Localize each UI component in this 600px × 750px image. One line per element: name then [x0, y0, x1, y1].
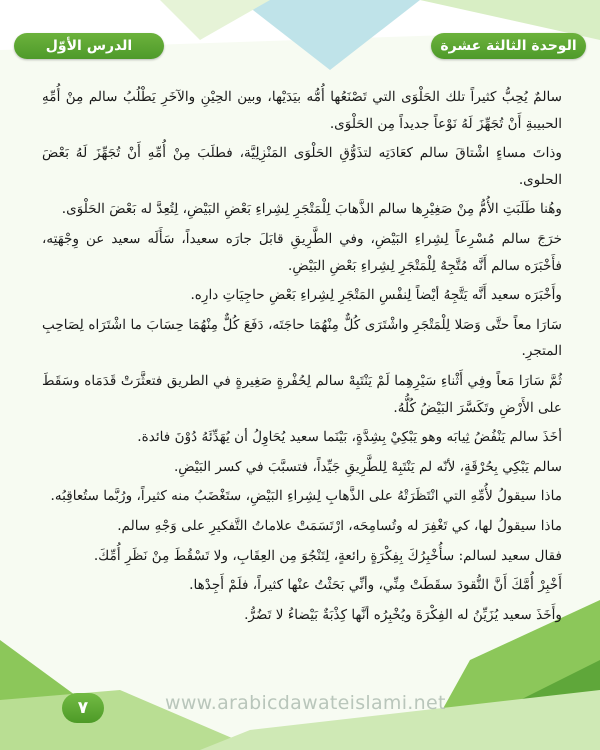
page-number-badge: ٧ — [62, 693, 104, 723]
paragraph: وأَخْبَرَه سعيد أَنَّه يَتَّجِهُ أيْضاً لِنفْسِ المَتْجَرِ لِشِراءِ بَعْضِ حاجِيَاتِ دارِه. — [190, 287, 562, 304]
paragraph: أَخْبِرْ أُمَّكَ أَنَّ النُّقودَ سقَطَتْ مِنِّي، وأنِّي بَحَثْتُ عنْها كثيراً، فلَمْ أَجِدْها. — [189, 577, 562, 594]
paragraph: ثُمَّ سَارَا مَعاً وفِي أَثْناءِ سَيْرِهِما لَمْ يَنْتَبِهْ سالم لِحُفْرةٍ صَغِيرةٍ في الطريق فتعثَّرَتْ قَدَمَاه وسَقَطَ على الأَرْضِ وتَكَسَّرَ البَيْضُ كُلُّهُ. — [42, 372, 562, 416]
paragraph: سَارَا معاً حتَّى وَصَلا لِلْمَتْجَرِ واشْتَرَى كُلٌّ مِنْهُمَا حاجَتَه، دَفَعَ كُلٌّ مِنْهُمَا حِسَابَ ما اشْتَرَاه لِصَاحِبِ المتجرِ. — [42, 316, 562, 360]
paragraph: وذاتَ مساءٍ اشْتاقَ سالم كعَادَتِه لتذَوُّقِ الحَلْوَى المَنْزِلِيَّة، فطلَبَ مِنْ أُمِّهِ أَنْ تُجَهِّزَ لَهُ بَعْضَ الحلوى. — [42, 145, 562, 188]
paragraph: ماذا سيقولُ لها، كي تَغْفِرَ له وتُسامِحَه، ارْتَسَمَتْ علاماتُ التَّفكيرِ على وَجْهِ سالم. — [117, 517, 562, 534]
paragraph: وأَخَذَ سعيد يُزَيِّنُ له الفِكْرَةَ ويُخْبِرُه أنَّها كِذْبَةٌ بَيْضاءُ لا تَضُرُّ. — [244, 606, 562, 623]
unit-title-badge: الوحدة الثالثة عشرة — [431, 33, 586, 59]
paragraph: خرَجَ سالم مُسْرِعاً لِشِراءِ البَيْضِ، وفي الطَّرِيقِ قابَلَ جارَه سعيداً، سَأَلَه سعيد عن وِجْهَتِه، فأَخْبَرَه سالم أَنَّه مُتَّجِهٌ لِلْمَتْجَرِ لِشِراءِ بَعْضِ البَيْضِ. — [42, 230, 562, 274]
story-text — [42, 84, 562, 674]
paragraph: سالم يَبْكِي بِحُرْقَةٍ، لأنّه لم يَنْتَبِهْ لِلطَّرِيقِ جَيِّداً، فتسبَّبَ في كسر البَيْضِ. — [173, 458, 562, 475]
website-url: www.arabicdawateislami.net — [165, 692, 446, 714]
lesson-title-badge: الدرس الأوّل — [14, 33, 164, 59]
paragraph: فقال سعيد لسالم: سأُخْبِرُكَ بِفِكْرَةٍ رائعةٍ، لِتَنْجُوَ مِن العِقَابِ، ولا تَسْقُطَ مِنْ نَظَرِ أُمِّكَ. — [93, 547, 562, 564]
paragraph: أخَذَ سالم يَنْفُضُ ثِيابَه وهو يَبْكِيْ بِشِدَّةٍ، بَيْنَما سعيد يُحَاوِلُ أن يُهَدِّئَهُ دُوْنَ فائدة. — [137, 429, 562, 446]
page-header — [0, 0, 600, 85]
paragraph: وهُنا طَلَبَتِ الأُمُّ مِنْ صَغِيْرِها سالم الذَّهابَ لِلْمَتْجَرِ لِشِراءِ بَعْضِ البَيْضِ، لِتُعِدَّ له بَعْضَ الحَلْوَى. — [61, 201, 562, 218]
paragraph: سالمٌ يُحِبُّ كثيراً تلك الحَلْوَى التي تَصْنَعُها أُمُّه بيَدَيْها، وبين الحِيْنِ والآخَرِ يَطْلُبُ سالم مِنْ أُمِّهِ الحبيبةِ أَنْ تُجَهِّزَ لَهُ نَوْعاً جديداً مِن الحَلْوَى. — [42, 89, 562, 132]
paragraph: ماذا سيقولُ لأُمِّهِ التي انْتَظَرَتْهُ على الذَّهابِ لِشِراءِ البَيْضِ، ستَغْضَبُ منه كثيراً، ورُبَّما ستُعاقِبُه. — [50, 488, 562, 505]
